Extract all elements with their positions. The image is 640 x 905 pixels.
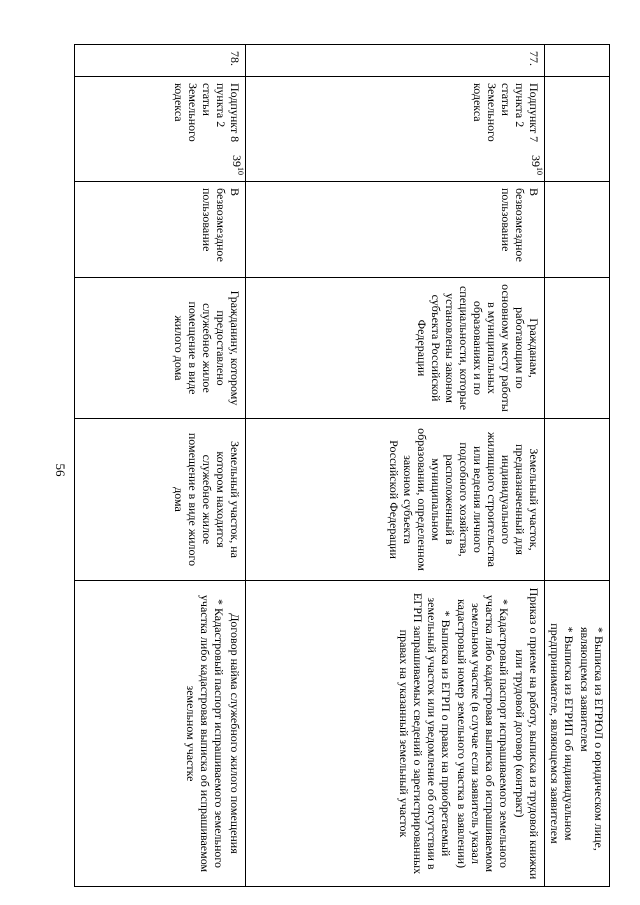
cell-right-type: В безвозмездное пользование [75, 182, 246, 278]
cell-recipient: Гражданину, которому предоставлено служебное жилое помещение в виде жилого дома [75, 278, 246, 419]
document-item: * Выписка из ЕГРП о правах на приобретаемый земельный участок или уведомление об отсутствии в ЕГРП запрашиваемых сведений о зарегистрированных правах на указанный земельный участок [397, 592, 453, 878]
article-superscript: 10 [535, 167, 544, 175]
document-item: * Выписка из ЕГРИП об индивидуальном предпринимателе, являющемся заявителем [548, 623, 576, 844]
page-number: 56 [53, 463, 68, 477]
document-item: Договор найма служебного жилого помещения [228, 613, 242, 854]
cell-basis [246, 77, 545, 182]
cell-land: Земельный участок, предназначенный для индивидуального жилищного строительства или ведения личного подсобного хозяйства, расположенный в муниципальном образовании, определенном законом субъекта Российской Федерации [246, 419, 545, 581]
document-item: Приказ о приеме на работу, выписка из трудовой книжки или трудовой договор (контракт) [513, 587, 541, 883]
land-provision-table [74, 44, 610, 887]
table-row-78 [75, 45, 246, 887]
document-item: * Кадастровый паспорт испрашиваемого земельного участка либо кадастровая выписка об испрашиваемом земельном участке (в случае если заявитель указал кадастровый номер земельного участка в заявлении) [455, 594, 511, 876]
cell-recipient [545, 278, 610, 419]
cell-num [545, 45, 610, 77]
cell-land [545, 419, 610, 581]
cell-right-type [545, 182, 610, 278]
cell-num: 77. [246, 45, 545, 77]
basis-text: Подпункт 7 пункта 2 статьи Земельного кодекса [471, 83, 541, 146]
document-item: * Выписка из ЕГРЮЛ о юридическом лице, являющемся заявителем [578, 627, 606, 854]
cell-basis [75, 77, 246, 182]
basis-text: Подпункт 8 пункта 2 статьи Земельного кодекса [172, 83, 242, 146]
cell-land: Земельный участок, на котором находится служебное жилое помещение в виде жилого дома [75, 419, 246, 581]
cell-recipient: Гражданам, работающим по основному месту работы в муниципальных образованиях и по специальности, которые установлены законом субъекта Российской Федерации [246, 278, 545, 419]
table-row-continuation [545, 45, 610, 887]
document-item: * Кадастровый паспорт испрашиваемого земельного участка либо кадастровая выписка об испрашиваемом земельном участке [184, 594, 226, 876]
cell-basis [545, 77, 610, 182]
cell-num: 78. [75, 45, 246, 77]
table-row-77 [246, 45, 545, 887]
rotated-table-container [90, 44, 610, 886]
article-number: $39^{10}$ [230, 155, 245, 175]
cell-documents [545, 581, 610, 887]
cell-documents [246, 581, 545, 887]
article-superscript: 10 [236, 167, 245, 175]
cell-right-type: В безвозмездное пользование [246, 182, 545, 278]
cell-documents [75, 581, 246, 887]
article-number: $39^{10}$ [529, 155, 544, 175]
